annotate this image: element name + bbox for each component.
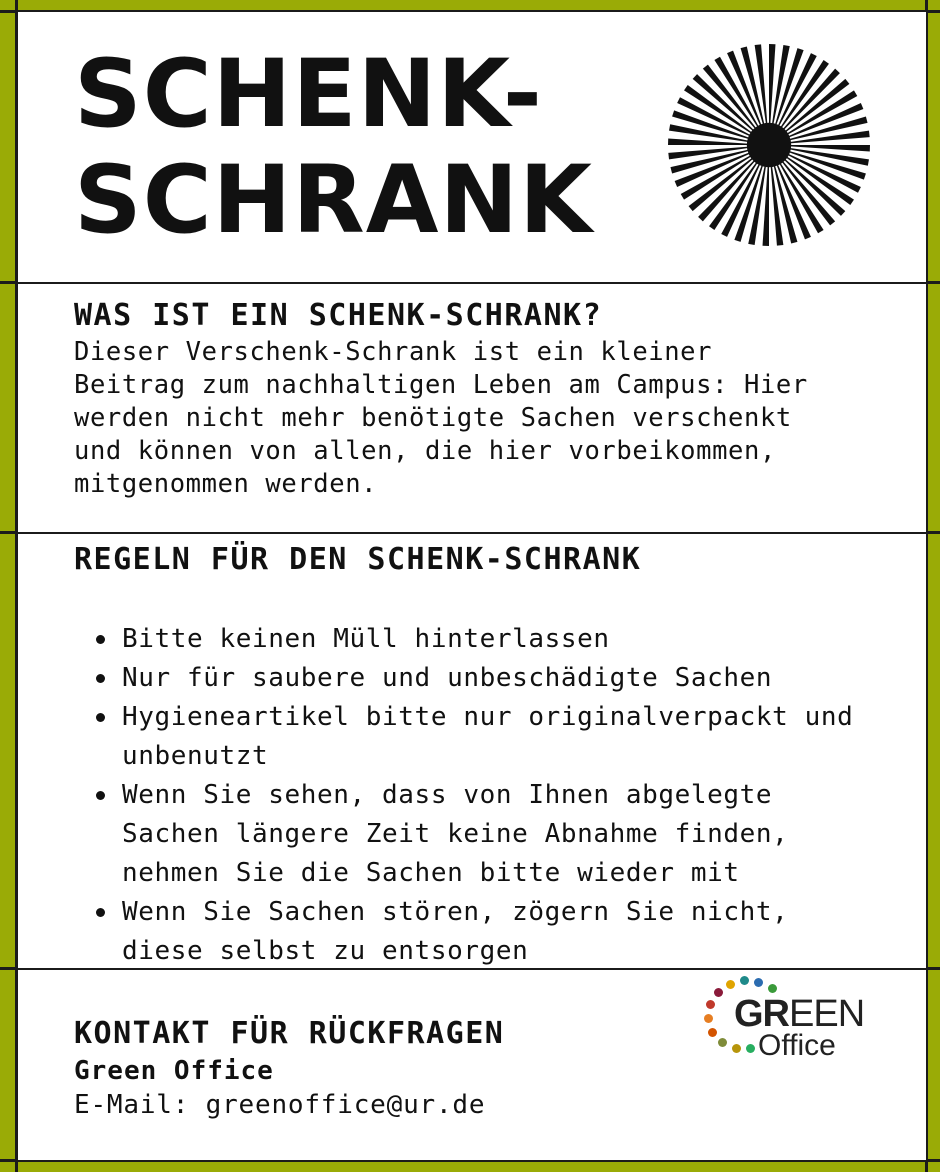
rule-item: Bitte keinen Müll hinterlassen bbox=[74, 620, 854, 659]
logo-dot bbox=[706, 1000, 715, 1009]
rule-item: Wenn Sie sehen, dass von Ihnen abgelegte Sachen längere Zeit keine Abnahme finden, nehmen Sie die Sachen bitte wieder mit bbox=[74, 776, 854, 893]
header-panel bbox=[18, 12, 926, 282]
logo-dot bbox=[718, 1038, 727, 1047]
page-title bbox=[74, 42, 593, 254]
sunburst-icon bbox=[668, 44, 870, 246]
about-heading: WAS IST EIN SCHENK-SCHRANK? bbox=[74, 298, 603, 333]
rule-item: Wenn Sie Sachen stören, zögern Sie nicht, diese selbst zu entsorgen bbox=[74, 893, 854, 971]
contact-heading: KONTAKT FÜR RÜCKFRAGEN bbox=[74, 1016, 505, 1051]
rules-list bbox=[74, 620, 854, 971]
contact-name: Green Office bbox=[74, 1056, 274, 1086]
rule-item: Nur für saubere und unbeschädigte Sachen bbox=[74, 659, 854, 698]
contact-email: E-Mail: greenoffice@ur.de bbox=[74, 1090, 486, 1120]
green-office-logo bbox=[698, 974, 865, 1066]
about-text: Dieser Verschenk-Schrank ist ein kleiner Beitrag zum nachhaltigen Leben am Campus: Hier werden nicht mehr benötigte Sachen verschenkt und können von allen, die hier vorbeikommen, mitgenommen werden. bbox=[74, 337, 808, 499]
logo-dot bbox=[704, 1014, 713, 1023]
title-line-1: SCHENK- bbox=[74, 40, 543, 149]
logo-dot bbox=[754, 978, 763, 987]
rule-item: Hygieneartikel bitte nur originalverpackt und unbenutzt bbox=[74, 698, 854, 776]
contact-panel bbox=[18, 970, 926, 1160]
logo-dot bbox=[732, 1044, 741, 1053]
logo-dot bbox=[768, 984, 777, 993]
logo-dot bbox=[708, 1028, 717, 1037]
logo-wordmark: GREEN bbox=[734, 993, 865, 1035]
logo-dot bbox=[746, 1044, 755, 1053]
logo-dot bbox=[740, 976, 749, 985]
sunburst-center bbox=[747, 123, 791, 167]
logo-subline: Office bbox=[758, 1029, 836, 1062]
logo-dot bbox=[714, 988, 723, 997]
logo-dot bbox=[726, 980, 735, 989]
rules-heading: REGELN FÜR DEN SCHENK-SCHRANK bbox=[74, 542, 642, 577]
rules-panel bbox=[18, 534, 926, 968]
about-panel bbox=[18, 284, 926, 532]
title-line-2: SCHRANK bbox=[74, 146, 593, 255]
